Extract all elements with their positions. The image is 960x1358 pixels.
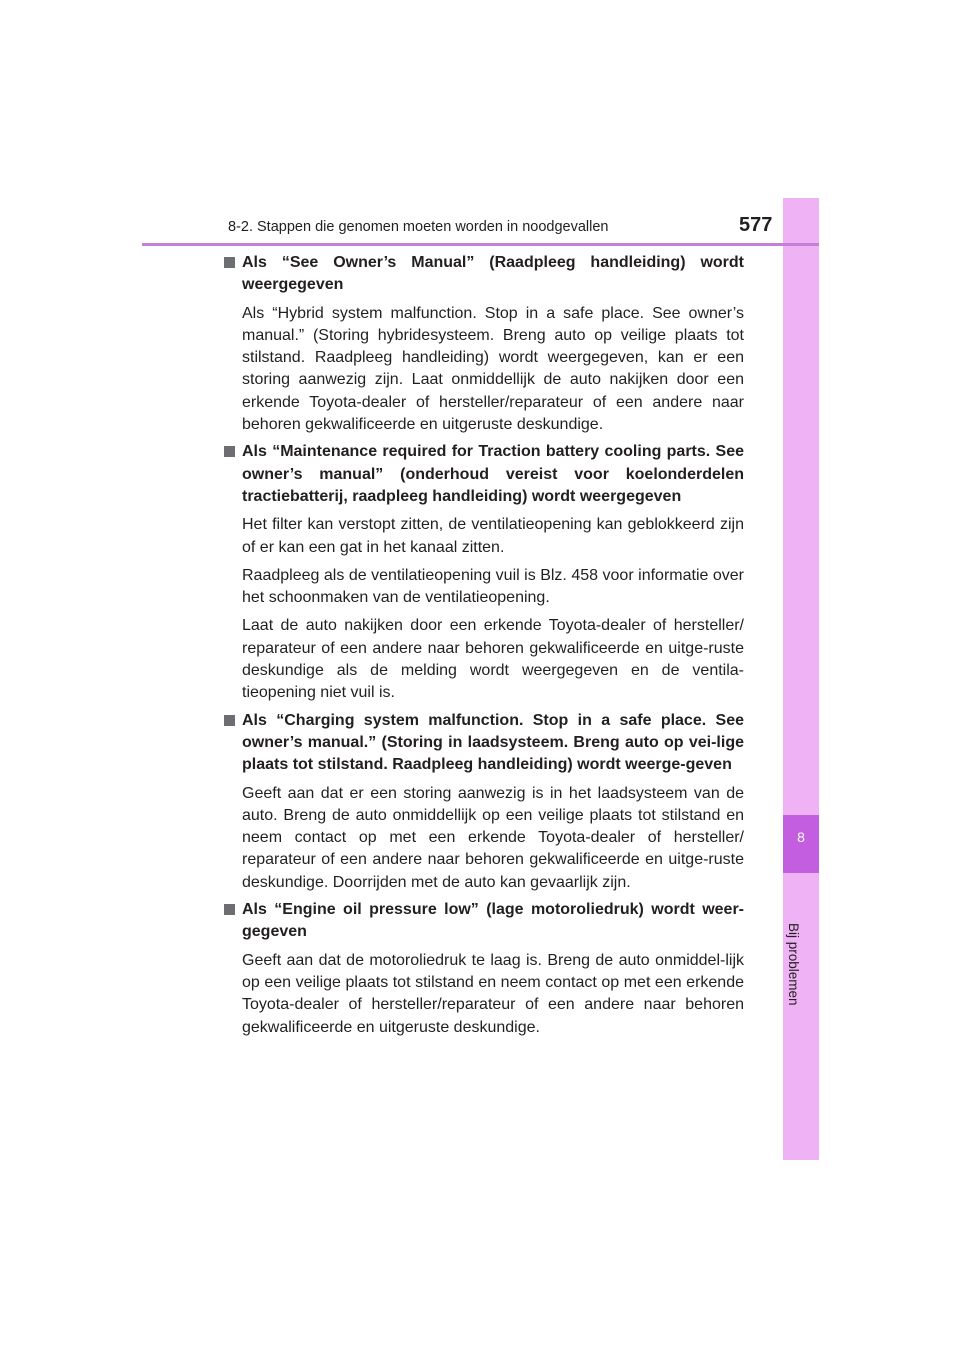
header-divider (142, 243, 819, 246)
chapter-number: 8 (797, 829, 805, 845)
square-bullet-icon (224, 257, 235, 268)
section-traction-battery-cooling (222, 441, 744, 704)
chapter-side-tab (783, 198, 819, 1160)
paragraph: Raadpleeg als de ventilatieopening vuil is Blz. 458 voor informatie over het schoonmaken van de ventilatieopening. (242, 566, 744, 607)
paragraph: Geeft aan dat er een storing aanwezig is in het laadsysteem van de auto. Breng de auto onmiddellijk op een veilige plaats tot stilstand en neem contact op met een erkende Toyota-dealer of hersteller/ reparateur of een andere naar behoren gekwalificeerde en uitge-ruste deskundige. Doorrijden met de auto kan gevaarlijk zijn. (242, 784, 744, 891)
section-heading-text: Als “Charging system malfunction. Stop in a safe place. See owner’s manual.” (Storing in laadsysteem. Breng auto op vei-lige plaats tot stilstand. Raadpleeg handleiding) wordt weerge-geven (242, 711, 744, 774)
section-heading (222, 899, 744, 944)
paragraph: Het filter kan verstopt zitten, de ventilatieopening kan geblokkeerd zijn of er kan een gat in het kanaal zitten. (242, 516, 744, 556)
section-heading-text: Als “Maintenance required for Traction battery cooling parts. See owner’s manual” (onderhoud vereist voor koelonderdelen tractiebatterij, raadpleeg handleiding) wordt weergegeven (242, 443, 744, 505)
section-charging-system-malfunction (222, 710, 744, 894)
paragraph: Geeft aan dat de motoroliedruk te laag is. Breng de auto onmiddel-lijk op een veilige plaats tot stilstand en neem contact op met een erkende Toyota-dealer of hersteller/reparateur of een andere naar behoren gekwalificeerde en uitgeruste deskundige. (242, 951, 744, 1036)
section-see-owners-manual (222, 252, 744, 436)
section-header-title: 8-2. Stappen die genomen moeten worden in noodgevallen (228, 219, 609, 235)
page-number: 577 (739, 214, 773, 236)
square-bullet-icon (224, 715, 235, 726)
square-bullet-icon (224, 446, 235, 457)
page-content (222, 252, 744, 1044)
section-heading (222, 710, 744, 777)
section-heading (222, 252, 744, 297)
section-heading (222, 441, 744, 508)
paragraph: Laat de auto nakijken door een erkende Toyota-dealer of hersteller/ reparateur of een andere naar behoren gekwalificeerde en uitge-ruste deskundige als de melding wordt weergegeven en de ventila-tieopening niet vuil is. (242, 617, 744, 702)
paragraph: Als “Hybrid system malfunction. Stop in a safe place. See owner’s manual.” (Storing hybridesysteem. Breng auto op veilige plaats tot stilstand. Raadpleeg handleiding) wordt weergegeven, kan er een storing aanwezig zijn. Laat onmiddellijk de auto nakijken door een erkende Toyota-dealer of hersteller/reparateur of een andere naar behoren gekwalificeerde en uitgeruste deskundige. (242, 304, 744, 434)
section-heading-text: Als “Engine oil pressure low” (lage motoroliedruk) wordt weer-gegeven (242, 901, 744, 941)
square-bullet-icon (224, 904, 235, 915)
chapter-label: Bij problemen (786, 923, 801, 1006)
section-engine-oil-pressure-low (222, 899, 744, 1039)
section-heading-text: Als “See Owner’s Manual” (Raadpleeg handleiding) wordt weergegeven (242, 254, 744, 294)
